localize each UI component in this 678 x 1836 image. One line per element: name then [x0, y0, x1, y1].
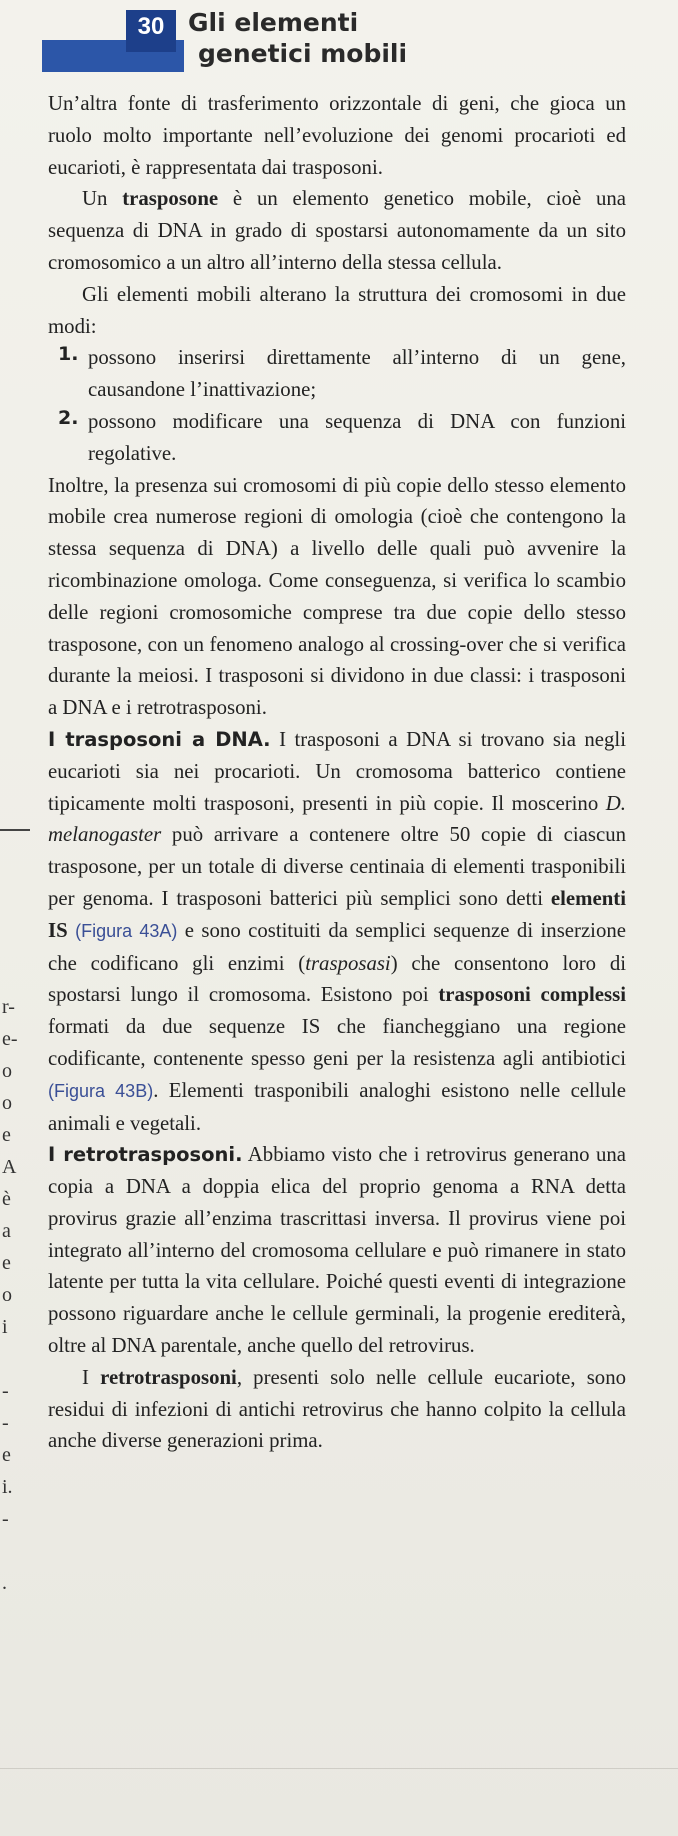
- term-retrotrasposoni: retrotrasposoni: [100, 1365, 237, 1389]
- margin-fragment: è: [2, 1188, 11, 1210]
- page-bottom-rule: [0, 1768, 678, 1769]
- body-text: [48, 88, 626, 1457]
- modes-list: [48, 342, 626, 469]
- section-title-line2: genetici mobili: [198, 39, 408, 68]
- species-name: D. melanogaster: [48, 791, 626, 847]
- section-number: 30: [137, 13, 165, 40]
- term-trasposone: trasposone: [122, 187, 219, 211]
- paragraph-2: Un trasposone è un elemento genetico mobile, cioè una sequenza di DNA in grado di spostarsi autonomamente da un sito cromosomico a un altro all’interno della stessa cellula.: [48, 187, 626, 274]
- margin-fragment: o: [2, 1060, 12, 1082]
- term-trasposasi: trasposasi: [305, 951, 391, 975]
- margin-fragment: -: [2, 1508, 9, 1530]
- margin-fragment: .: [2, 1572, 7, 1594]
- margin-fragment: e: [2, 1252, 11, 1274]
- subheading-dna-transposons: I trasposoni a DNA.: [48, 727, 271, 751]
- margin-fragment: o: [2, 1092, 12, 1114]
- margin-fragment: -: [2, 1380, 9, 1402]
- term-elementi-is: elementi IS: [48, 886, 626, 942]
- margin-dash: [0, 829, 30, 831]
- list-item: 1. possono inserirsi direttamente all’interno di un gene, causandone l’inattivazione;: [58, 343, 626, 402]
- margin-fragment: i: [2, 1316, 8, 1338]
- section-title: [188, 7, 407, 69]
- figure-ref-43a[interactable]: (Figura 43A): [75, 920, 178, 941]
- margin-fragment: e-: [2, 1028, 18, 1050]
- section-header: [0, 0, 678, 80]
- subheading-retrotransposons: I retrotrasposoni.: [48, 1143, 243, 1167]
- section-title-line1: Gli elementi: [188, 8, 359, 37]
- paragraph-7: I retrotrasposoni, presenti solo nelle cellule eucariote, sono residui di infezioni di antichi retrovirus che hanno colpito la cellula anche diverse generazioni prima.: [48, 1365, 626, 1453]
- margin-fragment: i.: [2, 1476, 13, 1498]
- paragraph-3: Gli elementi mobili alterano la struttura dei cromosomi in due modi:: [48, 282, 626, 338]
- figure-ref-43b[interactable]: (Figura 43B): [48, 1080, 154, 1101]
- margin-fragment: r-: [2, 996, 15, 1018]
- margin-fragment: A: [2, 1156, 17, 1178]
- paragraph-6: I retrotrasposoni. Abbiamo visto che i retrovirus generano una copia a DNA a doppia elica del proprio genoma a RNA detta provirus grazie all’enzima trascrittasi inversa. Il provirus viene poi integrato all’interno del cromosoma cellulare e può rimanere in stato latente per tutta la vita cellulare. Poiché questi eventi di integrazione possono riguardare anche le cellule germinali, la progenie erediterà, oltre al DNA parentale, anche quello del retrovirus.: [48, 1143, 626, 1358]
- paragraph-5: I trasposoni a DNA. I trasposoni a DNA si trovano sia negli eucarioti sia nei procarioti. Un cromosoma batterico contiene tipicamente molti trasposoni, presenti in più copie. Il moscerino D. melanogaster può arrivare a contenere oltre 50 copie di ciascun trasposone, per un totale di diverse centinaia di elementi trasponibili per genoma. I trasposoni batterici più semplici sono detti elementi IS (Figura 43A) e sono costituiti da semplici sequenze di inserzione che codificano gli enzimi (trasposasi) che consentono loro di spostarsi lungo il cromosoma. Esistono poi trasposoni complessi formati da due sequenze IS che fiancheggiano una regione codificante, contenente spesso geni per la resistenza agli antibiotici (Figura 43B). Elementi trasponibili analoghi esistono nelle cellule animali e vegetali.: [48, 727, 626, 1135]
- margin-fragment: e: [2, 1444, 11, 1466]
- margin-fragment: a: [2, 1220, 11, 1242]
- margin-fragment: -: [2, 1412, 9, 1434]
- paragraph-4: Inoltre, la presenza sui cromosomi di più copie dello stesso elemento mobile crea numerose regioni di omologia (cioè che contengono la stessa sequenza di DNA) a livello delle quali può avvenire la ricombinazione omologa. Come conseguenza, si verifica lo scambio delle regioni cromosomiche comprese tra due copie dello stesso trasposone, con un fenomeno analogo al crossing-over che si verifica durante la meiosi. I trasposoni si dividono in due classi: i trasposoni a DNA e i retrotrasposoni.: [48, 473, 626, 720]
- term-trasposoni-complessi: trasposoni complessi: [438, 983, 626, 1007]
- paragraph-1: Un’altra fonte di trasferimento orizzontale di geni, che gioca un ruolo molto importante nell’evoluzione dei genomi procarioti ed eucarioti, è rappresentata dai trasposoni.: [48, 92, 626, 179]
- list-item: 2. possono modificare una sequenza di DNA con funzioni regolative.: [58, 406, 626, 465]
- margin-fragment: o: [2, 1284, 12, 1306]
- margin-fragment: e: [2, 1124, 11, 1146]
